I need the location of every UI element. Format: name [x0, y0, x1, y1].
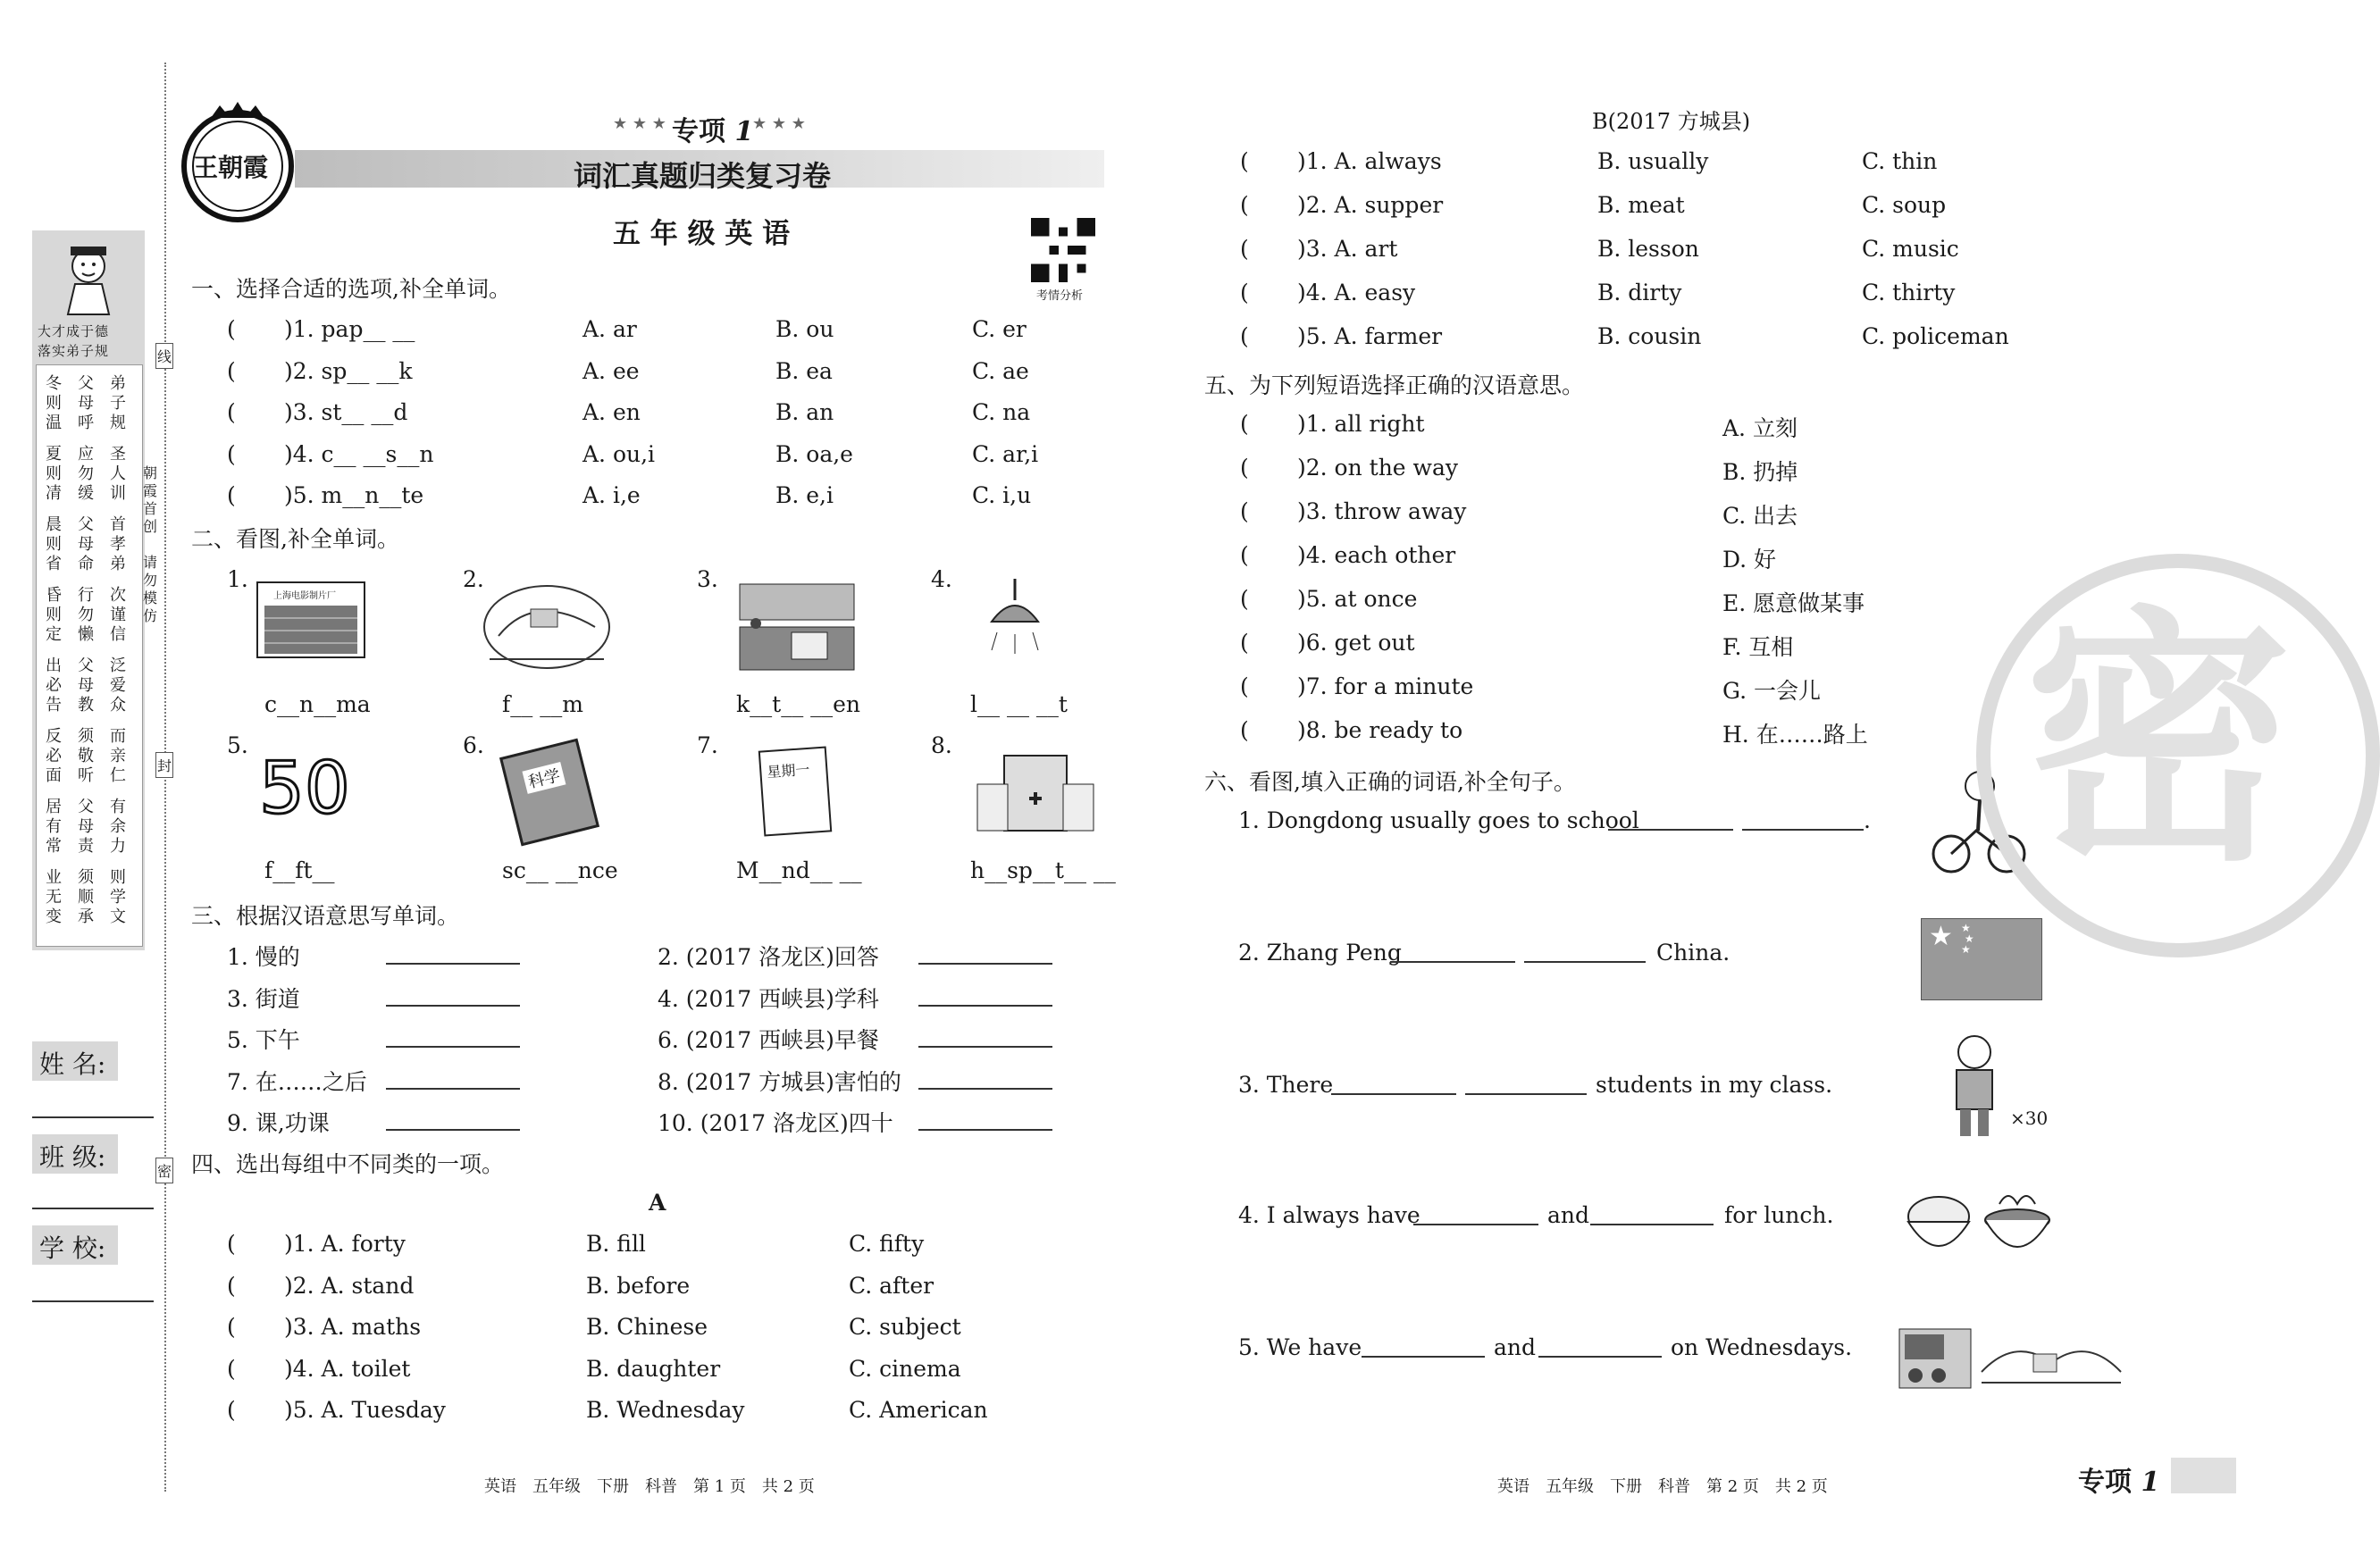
meaning-option: D. 好: [1722, 547, 1777, 573]
option-c: C. policeman: [1862, 323, 2009, 349]
answer-paren[interactable]: (: [227, 1272, 236, 1299]
answer-paren[interactable]: (: [227, 316, 236, 342]
option-b: B. Wednesday: [586, 1397, 745, 1423]
sentence-4-blank-2[interactable]: [1590, 1224, 1714, 1225]
answer-paren[interactable]: (: [1240, 673, 1249, 699]
option-c: C. cinema: [849, 1355, 961, 1382]
chinese-prompt: 5. 下午: [227, 1027, 300, 1053]
poem-column: 则学文: [110, 868, 126, 926]
chinese-prompt: 3. 街道: [227, 985, 300, 1012]
chinese-prompt: 4. (2017 西峡县)学科: [658, 985, 879, 1012]
poem-column: 父母呼: [78, 374, 94, 432]
class-field[interactable]: [32, 1208, 154, 1209]
meaning-option: B. 扔掉: [1722, 459, 1798, 485]
vertical-note-1: [143, 464, 163, 536]
poem-column: 应勿缓: [78, 445, 94, 503]
word-3: k__t__ __en: [736, 691, 861, 717]
footer-left: 英语 五年级 下册 科普 第 1 页 共 2 页: [484, 1477, 815, 1496]
poem-column: 须顺承: [78, 868, 94, 926]
answer-paren[interactable]: (: [227, 1355, 236, 1382]
pic-number-2: 2.: [463, 566, 484, 592]
pic-number-6: 6.: [463, 732, 484, 758]
answer-paren[interactable]: (: [1240, 717, 1249, 743]
option-a: A. ee: [582, 357, 640, 384]
poem-column: 晨则省: [46, 515, 62, 573]
word-6: sc__ __nce: [502, 857, 618, 883]
series-label: [672, 109, 753, 148]
answer-paren[interactable]: (: [227, 399, 236, 425]
answer-blank[interactable]: [918, 1005, 1052, 1007]
chinese-prompt: 1. 慢的: [227, 944, 300, 970]
question-text: )2. sp__ __k: [284, 357, 413, 384]
part3-heading: 三、根据汉语意思写单词。: [191, 903, 460, 929]
sentence-1-blank-2[interactable]: [1742, 829, 1864, 831]
sentence-2-end: China.: [1656, 940, 1731, 966]
option-c: C. subject: [849, 1314, 961, 1340]
meaning-option: A. 立刻: [1722, 415, 1798, 441]
student-picture: [1939, 1032, 2010, 1143]
chinese-prompt: 7. 在……之后: [227, 1068, 367, 1095]
meaning-option: C. 出去: [1722, 503, 1798, 529]
answer-paren[interactable]: (: [1240, 455, 1249, 481]
question-text: )5. A. farmer: [1297, 323, 1443, 349]
answer-paren[interactable]: (: [1240, 192, 1249, 218]
poem-column: 父母责: [78, 798, 94, 856]
footer-badge-number: 1: [2141, 1467, 2160, 1498]
question-text: )4. A. toilet: [284, 1355, 411, 1382]
sentence-4-start: 4. I always have: [1238, 1202, 1420, 1228]
poem-column: 而亲仁: [110, 727, 126, 785]
answer-paren[interactable]: (: [1240, 586, 1249, 612]
footer-badge-text: 专项: [2078, 1467, 2132, 1498]
option-b: B. ea: [775, 357, 833, 384]
answer-paren[interactable]: (: [1240, 280, 1249, 305]
option-b: B. before: [586, 1272, 691, 1299]
series-stars-left: ★ ★ ★: [613, 114, 666, 133]
pic-number-7: 7.: [697, 732, 718, 758]
phrase-text: )7. for a minute: [1297, 673, 1474, 699]
chinese-prompt: 10. (2017 洛龙区)四十: [658, 1110, 893, 1136]
option-b: B. Chinese: [586, 1314, 708, 1340]
answer-blank[interactable]: [386, 963, 520, 965]
option-c: C. after: [849, 1272, 934, 1299]
poem-column: 须敬听: [78, 727, 94, 785]
count-tag: ×30: [2010, 1108, 2049, 1129]
school-field[interactable]: [32, 1300, 154, 1302]
series-text: 专项: [672, 116, 725, 147]
option-b: B. ou: [775, 316, 834, 342]
poem-column: 圣人训: [110, 445, 126, 503]
motto-line-2: 落实弟子规: [38, 343, 110, 359]
option-a: A. en: [582, 399, 641, 425]
secret-watermark-text: 密: [2024, 585, 2292, 897]
pic-number-8: 8.: [931, 732, 952, 758]
soup-bowl-picture: [1982, 1184, 2053, 1259]
name-field[interactable]: [32, 1116, 154, 1118]
poem-column: 父母命: [78, 515, 94, 573]
sidebar-motto-box: [32, 230, 145, 950]
phrase-text: )6. get out: [1297, 630, 1415, 656]
question-text: )1. A. always: [1297, 148, 1442, 174]
hospital-picture: [972, 743, 1099, 838]
option-c: C. ae: [972, 357, 1029, 384]
pic-number-3: 3.: [697, 566, 718, 592]
option-c: C. na: [972, 399, 1031, 425]
footer-badge-bar: [2171, 1458, 2236, 1493]
meaning-option: E. 愿意做某事: [1722, 590, 1865, 616]
answer-paren[interactable]: (: [227, 357, 236, 384]
kitchen-picture: [738, 582, 856, 672]
option-c: C. er: [972, 316, 1027, 342]
poem-columns: [40, 371, 140, 942]
answer-paren[interactable]: (: [1240, 323, 1249, 349]
question-text: )4. A. easy: [1297, 280, 1416, 305]
meaning-option: G. 一会儿: [1722, 678, 1821, 704]
word-7: M__nd__ __: [736, 857, 862, 883]
word-4: l__ __ __t: [970, 691, 1068, 717]
sentence-1-blank-1[interactable]: [1608, 829, 1733, 831]
meaning-option: H. 在……路上: [1722, 722, 1868, 748]
question-text: )1. A. forty: [284, 1231, 406, 1257]
sentence-3-start: 3. There: [1238, 1072, 1334, 1098]
option-c: C. i,u: [972, 482, 1032, 508]
word-5: f__ft__: [264, 857, 335, 883]
light-picture: [979, 579, 1051, 659]
word-1: c__n__ma: [264, 691, 371, 717]
word-2: f__ __m: [502, 691, 583, 717]
vertical-note-2-text: 请勿模仿: [143, 554, 158, 624]
series-number: 1: [734, 116, 754, 147]
poem-column: 首孝弟: [110, 515, 126, 573]
motto-line-1: 大才成于德: [38, 323, 110, 339]
answer-paren[interactable]: (: [1240, 630, 1249, 656]
answer-blank[interactable]: [918, 963, 1052, 965]
answer-paren[interactable]: (: [227, 482, 236, 508]
poem-column: 父母教: [78, 656, 94, 715]
answer-paren[interactable]: (: [1240, 542, 1249, 568]
poem-column: 冬则温: [46, 374, 62, 432]
sentence-1-start: 1. Dongdong usually goes to school: [1238, 807, 1639, 833]
fifty-picture: 50: [259, 747, 350, 830]
part2-heading: 二、看图,补全单词。: [191, 526, 399, 552]
sentence-2-start: 2. Zhang Peng: [1238, 940, 1402, 966]
sentence-2-blank-1[interactable]: [1390, 961, 1515, 963]
chinese-prompt: 8. (2017 方城县)害怕的: [658, 1068, 901, 1095]
option-c: C. ar,i: [972, 440, 1039, 467]
question-text: )5. A. Tuesday: [284, 1397, 446, 1423]
option-b: B. an: [775, 399, 834, 425]
group-b-label: B(2017 方城县): [1592, 109, 1751, 134]
classroom-picture: [1898, 1327, 1973, 1390]
poem-column: 泛爱众: [110, 656, 126, 715]
phrase-text: )1. all right: [1297, 411, 1425, 437]
poem-column: 出必告: [46, 656, 62, 715]
brand-logo-text: 王朝霞: [193, 153, 269, 182]
footer-right: 英语 五年级 下册 科普 第 2 页 共 2 页: [1497, 1477, 1828, 1496]
word-8: h__sp__t__ __: [970, 857, 1116, 883]
sentence-5-blank-1[interactable]: [1362, 1356, 1485, 1358]
sentence-4-mid: and: [1547, 1202, 1590, 1228]
question-text: )3. st__ __d: [284, 399, 408, 425]
answer-paren[interactable]: (: [1240, 411, 1249, 437]
answer-paren[interactable]: (: [1240, 236, 1249, 262]
option-a: A. ou,i: [582, 440, 656, 467]
part1-heading: 一、选择合适的选项,补全单词。: [191, 276, 511, 302]
scholar-icon: [48, 238, 129, 318]
vertical-note-2: [143, 554, 163, 625]
question-text: )2. A. stand: [284, 1272, 415, 1299]
pic-number-1: 1.: [227, 566, 248, 592]
poem-column: 业无变: [46, 868, 62, 926]
flag-star-icon: ★: [1929, 921, 1953, 952]
cinema-sign: 上海电影制片厂: [273, 591, 336, 601]
science-book-text: 科学: [522, 762, 566, 794]
answer-blank[interactable]: [386, 1129, 520, 1131]
sentence-4-end: for lunch.: [1724, 1202, 1834, 1228]
question-text: )3. A. maths: [284, 1314, 422, 1340]
sentence-4-blank-1[interactable]: [1413, 1224, 1538, 1225]
answer-paren[interactable]: (: [227, 1231, 236, 1257]
calendar-text: 星期一: [766, 760, 810, 782]
answer-paren[interactable]: (: [227, 1314, 236, 1340]
sentence-5-start: 5. We have: [1238, 1334, 1362, 1360]
sentence-5-end: on Wednesdays.: [1671, 1334, 1853, 1360]
answer-paren[interactable]: (: [1240, 148, 1249, 174]
option-b: B. dirty: [1597, 280, 1682, 305]
class-label: 班 级:: [39, 1142, 106, 1172]
option-c: C. thirty: [1862, 280, 1956, 305]
cinema-picture: [256, 579, 366, 659]
option-c: C. thin: [1862, 148, 1938, 174]
answer-blank[interactable]: [386, 1088, 520, 1090]
phrase-text: )2. on the way: [1297, 455, 1458, 481]
answer-paren[interactable]: (: [227, 1397, 236, 1423]
phrase-text: )3. throw away: [1297, 498, 1467, 524]
footer-badge: [2078, 1459, 2159, 1499]
cut-mark-secret: 密: [155, 1158, 173, 1183]
subject-title: 五 年 级 英 语: [613, 218, 791, 250]
option-c: C. soup: [1862, 192, 1947, 218]
option-b: B. oa,e: [775, 440, 853, 467]
poem-column: 居有常: [46, 798, 62, 856]
phrase-text: )4. each other: [1297, 542, 1456, 568]
science-book-picture: [499, 739, 599, 847]
option-b: B. meat: [1597, 192, 1685, 218]
option-b: B. usually: [1597, 148, 1709, 174]
meaning-option: F. 互相: [1722, 634, 1794, 660]
group-a-label: A: [649, 1190, 666, 1216]
qr-caption: 考情分析: [1036, 289, 1084, 303]
paper-title: 词汇真题归类复习卷: [574, 159, 832, 193]
series-stars-right: ★ ★ ★: [752, 114, 806, 133]
option-b: B. cousin: [1597, 323, 1702, 349]
rice-bowl-picture: [1903, 1190, 1974, 1261]
sentence-3-blank-2[interactable]: [1465, 1093, 1587, 1095]
phrase-text: )8. be ready to: [1297, 717, 1463, 743]
calendar-picture: [758, 746, 833, 836]
answer-blank[interactable]: [918, 1046, 1052, 1048]
question-text: )2. A. supper: [1297, 192, 1444, 218]
question-text: )3. A. art: [1297, 236, 1398, 262]
sentence-5-mid: and: [1494, 1334, 1537, 1360]
poem-column: 弟子规: [110, 374, 126, 432]
sentence-5-blank-2[interactable]: [1538, 1356, 1662, 1358]
answer-paren[interactable]: (: [227, 440, 236, 467]
answer-paren[interactable]: (: [1240, 498, 1249, 524]
question-text: )4. c__ __s__n: [284, 440, 434, 467]
qr-code-icon[interactable]: [1031, 218, 1095, 282]
answer-blank[interactable]: [918, 1088, 1052, 1090]
poem-column: 昏则定: [46, 586, 62, 644]
part5-heading: 五、为下列短语选择正确的汉语意思。: [1204, 372, 1585, 398]
option-b: B. daughter: [586, 1355, 721, 1382]
option-a: A. i,e: [582, 482, 641, 508]
sentence-1-end: .: [1864, 807, 1871, 833]
pic-number-4: 4.: [931, 566, 952, 592]
cut-mark-line: 线: [155, 343, 173, 369]
phrase-text: )5. at once: [1297, 586, 1418, 612]
pic-number-5: 5.: [227, 732, 248, 758]
part6-heading: 六、看图,填入正确的词语,补全句子。: [1204, 769, 1576, 795]
question-text: )5. m__n__te: [284, 482, 424, 508]
chinese-prompt: 9. 课,功课: [227, 1110, 330, 1136]
school-label: 学 校:: [39, 1233, 106, 1263]
option-c: C. fifty: [849, 1231, 925, 1257]
poem-column: 夏则凊: [46, 445, 62, 503]
vertical-note-1-text: 朝霞首创: [143, 464, 158, 535]
option-c: C. American: [849, 1397, 988, 1423]
flag-small-stars-icon: ★ ★ ★: [1961, 922, 1974, 956]
poem-column: 反必面: [46, 727, 62, 785]
answer-blank[interactable]: [918, 1129, 1052, 1131]
poem-box: [36, 364, 143, 947]
question-text: )1. pap__ __: [284, 316, 415, 342]
option-b: B. fill: [586, 1231, 646, 1257]
answer-blank[interactable]: [386, 1005, 520, 1007]
china-flag-picture: [1921, 918, 2042, 1000]
sentence-2-blank-2[interactable]: [1524, 961, 1646, 963]
answer-blank[interactable]: [386, 1046, 520, 1048]
option-b: B. lesson: [1597, 236, 1699, 262]
option-b: B. e,i: [775, 482, 834, 508]
farm-scene-picture: [1980, 1327, 2123, 1390]
poem-column: 行勿懒: [78, 586, 94, 644]
poem-column: 次谨信: [110, 586, 126, 644]
option-c: C. music: [1862, 236, 1959, 262]
part4-heading: 四、选出每组中不同类的一项。: [191, 1151, 505, 1177]
farm-picture: [481, 573, 613, 672]
poem-column: 有余力: [110, 798, 126, 856]
name-label: 姓 名:: [39, 1049, 106, 1079]
chinese-prompt: 6. (2017 西峡县)早餐: [658, 1027, 879, 1053]
sentence-3-blank-1[interactable]: [1331, 1093, 1456, 1095]
cut-mark-seal: 封: [155, 752, 173, 778]
chinese-prompt: 2. (2017 洛龙区)回答: [658, 944, 879, 970]
sentence-3-end: students in my class.: [1596, 1072, 1833, 1098]
option-a: A. ar: [582, 316, 637, 342]
